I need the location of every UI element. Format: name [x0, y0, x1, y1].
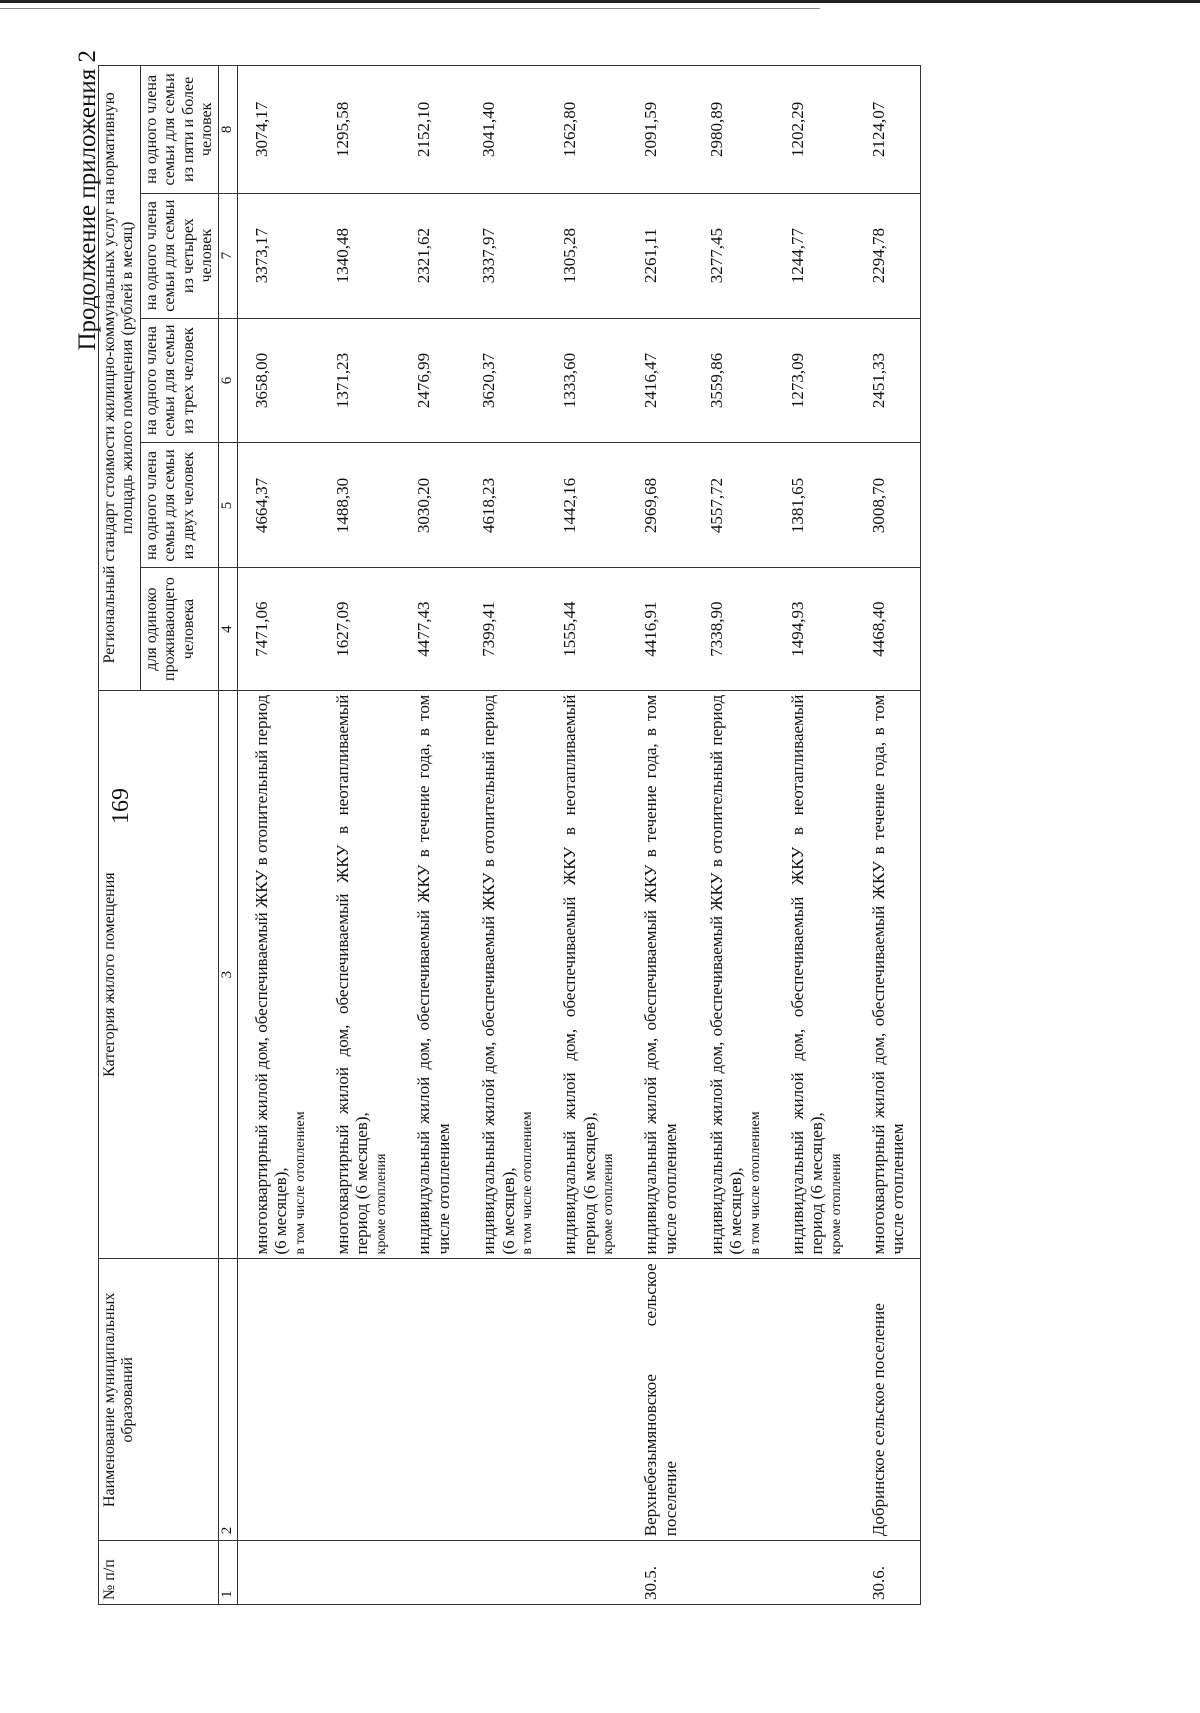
row-municipality: Верхнебезымяновское сельское поселение [627, 1259, 692, 1541]
value-five-plus: 2091,59 [627, 66, 692, 194]
page-number: 169 [108, 788, 134, 824]
value-five-plus: 2980,89 [693, 66, 774, 194]
category-main: многоквартирный жилой дом, обеспечиваемый ЖКУ в неотапливаемый период (6 месяцев), [332, 694, 372, 1255]
value-three: 2416,47 [627, 318, 692, 443]
category-sub: кроме отопления [601, 1153, 617, 1255]
header-municipality: Наименование муниципальных образований [99, 1259, 219, 1541]
column-number: 7 [219, 193, 237, 318]
value-single: 4416,91 [627, 568, 692, 690]
category-main: многоквартирный жилой дом, обеспечиваемый ЖКУ в течение года, в том числе отоплением [868, 694, 908, 1255]
row-number [693, 1541, 774, 1605]
row-municipality: Добринское сельское поселение [855, 1259, 921, 1541]
table-row [400, 66, 465, 1605]
value-four: 1244,77 [774, 193, 855, 318]
row-municipality [319, 1259, 400, 1541]
row-number [237, 1541, 319, 1605]
row-municipality [774, 1259, 855, 1541]
value-five-plus: 2124,07 [855, 66, 921, 194]
value-single: 4477,43 [400, 568, 465, 690]
row-category [400, 690, 465, 1259]
standards-table [98, 65, 921, 1605]
category-main: индивидуальный жилой дом, обеспечиваемый ЖКУ в течение года, в том числе отоплением [641, 694, 680, 1255]
value-five-plus: 1262,80 [546, 66, 627, 194]
category-sub: кроме отопления [373, 1153, 389, 1255]
value-three: 3658,00 [237, 318, 319, 443]
row-municipality [693, 1259, 774, 1541]
row-municipality [237, 1259, 319, 1541]
row-number [774, 1541, 855, 1605]
row-number [400, 1541, 465, 1605]
category-sub: в том числе отоплением [520, 1111, 536, 1255]
value-three: 1371,23 [319, 318, 400, 443]
row-number [465, 1541, 546, 1605]
header-sub-3: на одного члена семьи для семьи из трех человек [140, 318, 219, 443]
header-sub-5: на одного члена семьи для семьи из пяти и более человек [140, 66, 219, 194]
value-two: 4557,72 [693, 443, 774, 568]
category-main: многоквартирный жилой дом, обеспечиваемый ЖКУ в отопительный период (6 месяцев), [251, 694, 291, 1255]
column-number: 4 [219, 568, 237, 690]
value-single: 7399,41 [465, 568, 546, 690]
value-single: 1627,09 [319, 568, 400, 690]
category-sub: в том числе отоплением [747, 1111, 763, 1255]
value-single: 7338,90 [693, 568, 774, 690]
header-num: № п/п [99, 1541, 219, 1605]
column-number: 2 [219, 1259, 237, 1541]
value-two: 4618,23 [465, 443, 546, 568]
value-four: 3337,97 [465, 193, 546, 318]
value-five-plus: 2152,10 [400, 66, 465, 194]
category-main: индивидуальный жилой дом, обеспечиваемый ЖКУ в течение года, в том числе отоплением [413, 694, 453, 1255]
value-five-plus: 1202,29 [774, 66, 855, 194]
value-two: 1442,16 [546, 443, 627, 568]
column-number: 6 [219, 318, 237, 443]
table-row [237, 66, 319, 1605]
value-five-plus: 3074,17 [237, 66, 319, 194]
table-row [774, 66, 855, 1605]
header-sub-2: на одного члена семьи для семьи из двух человек [140, 443, 219, 568]
row-municipality [546, 1259, 627, 1541]
category-main: индивидуальный жилой дом, обеспечиваемый ЖКУ в неотапливаемый период (6 месяцев), [787, 694, 827, 1255]
category-sub: кроме отопления [828, 1153, 844, 1255]
column-number: 5 [219, 443, 237, 568]
header-regional-standard: Региональный стандарт стоимости жилищно-коммунальных услуг на нормативную площадь жилого помещения (рублей в месяц) [99, 66, 141, 691]
value-four: 1305,28 [546, 193, 627, 318]
category-main: индивидуальный жилой дом, обеспечиваемый ЖКУ в неотапливаемый период (6 месяцев), [560, 694, 599, 1255]
continuation-title: Продолжение приложения 2 [74, 50, 101, 351]
row-municipality [400, 1259, 465, 1541]
row-number [319, 1541, 400, 1605]
header-sub-1: для одиноко проживающего человека [140, 568, 219, 690]
row-category [627, 690, 692, 1259]
value-four: 2261,11 [627, 193, 692, 318]
table-row [627, 66, 692, 1605]
value-five-plus: 1295,58 [319, 66, 400, 194]
value-two: 4664,37 [237, 443, 319, 568]
category-main: индивидуальный жилой дом, обеспечиваемый ЖКУ в отопительный период (6 месяцев), [706, 694, 746, 1255]
row-category [693, 690, 774, 1259]
value-three: 1333,60 [546, 318, 627, 443]
value-three: 2451,33 [855, 318, 921, 443]
row-category [546, 690, 627, 1259]
column-number: 3 [219, 690, 237, 1259]
column-number: 8 [219, 66, 237, 194]
value-four: 3277,45 [693, 193, 774, 318]
value-two: 1381,65 [774, 443, 855, 568]
row-category [319, 690, 400, 1259]
row-category [237, 690, 319, 1259]
value-three: 3620,37 [465, 318, 546, 443]
value-three: 1273,09 [774, 318, 855, 443]
row-number [546, 1541, 627, 1605]
row-category [774, 690, 855, 1259]
row-category [855, 690, 921, 1259]
row-number: 30.5. [627, 1541, 692, 1605]
value-two: 3030,20 [400, 443, 465, 568]
category-sub: в том числе отоплением [292, 1111, 308, 1255]
value-single: 1494,93 [774, 568, 855, 690]
table-row [546, 66, 627, 1605]
value-single: 4468,40 [855, 568, 921, 690]
row-municipality [465, 1259, 546, 1541]
value-four: 3373,17 [237, 193, 319, 318]
table-row [319, 66, 400, 1605]
value-two: 3008,70 [855, 443, 921, 568]
row-category [465, 690, 546, 1259]
value-five-plus: 3041,40 [465, 66, 546, 194]
table-row [855, 66, 921, 1605]
value-two: 2969,68 [627, 443, 692, 568]
value-three: 2476,99 [400, 318, 465, 443]
column-number: 1 [219, 1541, 237, 1605]
row-number: 30.6. [855, 1541, 921, 1605]
value-single: 7471,06 [237, 568, 319, 690]
value-four: 2294,78 [855, 193, 921, 318]
table-row [693, 66, 774, 1605]
value-three: 3559,86 [693, 318, 774, 443]
category-main: индивидуальный жилой дом, обеспечиваемый ЖКУ в отопительный период (6 месяцев), [479, 694, 518, 1255]
header-category: Категория жилого помещения [99, 690, 219, 1259]
value-single: 1555,44 [546, 568, 627, 690]
value-two: 1488,30 [319, 443, 400, 568]
header-sub-4: на одного члена семьи для семьи из четырех человек [140, 193, 219, 318]
table-row [465, 66, 546, 1605]
value-four: 1340,48 [319, 193, 400, 318]
value-four: 2321,62 [400, 193, 465, 318]
